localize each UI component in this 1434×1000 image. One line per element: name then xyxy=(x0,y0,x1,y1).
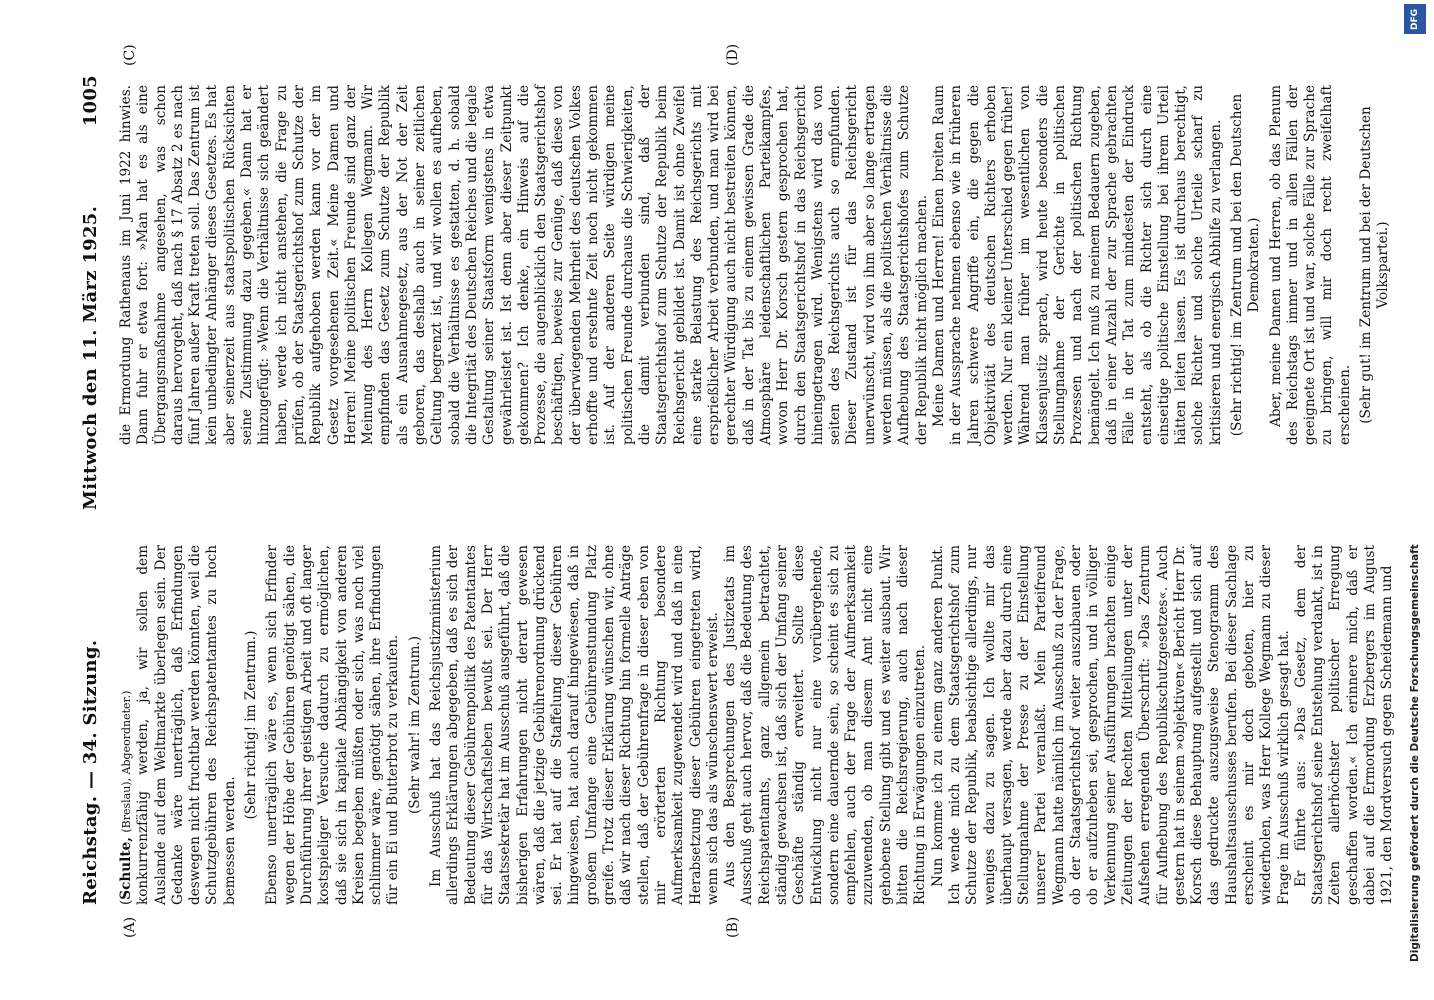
paragraph: Er führte aus: »Das Gesetz, dem der Staatsgerichtshof seine Entstehung verdankt, ist in Zeiten allerhöchster politischer Erregung geschaffen worden.« Ich erinnere mich, daß er dabei auf die Ermordung Erzbergers im August 1921, den Mordversuch gegen Scheidemann und xyxy=(1292,545,1396,905)
paragraph: konkurrenzfähig werden, ja, wir sollen dem Auslande auf dem Weltmarkte überlegen sein. Der Gedanke wäre unerträglich, daß Erfindungen deswegen nicht fruchtbar werden könnten, weil die Schutzgebühren des Reichspatentamtes zu hoch bemessen werden. xyxy=(135,545,238,905)
header-session: Reichstag. — 34. Sitzung. xyxy=(80,639,101,905)
speaker-name: Schulte, xyxy=(118,837,134,900)
digitization-credit xyxy=(1404,0,1426,1000)
interjection: (Sehr wahr! im Zentrum.) xyxy=(406,635,423,815)
paragraph: Aus den Besprechungen des Justizetats im Ausschuß geht auch hervor, daß die Bedeutung des Reichspatentamts, ganz allgemein betrachtet, ständig gewachsen ist, daß sich der Umfang seiner Geschäfte ständig erweitert. Sollte diese Entwicklung nicht nur eine vorübergehende, sondern eine dauernde sein, so scheint es sich zu empfehlen, auch der Frage der Aufmerksamkeit zuzuwenden, ob man diesem Amt nicht eine gehobene Stellung gibt und es weiter ausbaut. Wir bitten die Reichsregierung, auch nach dieser Richtung in Erwägungen einzutreten. xyxy=(722,545,929,905)
paragraph: Aber, meine Damen und Herren, ob das Plenum des Reichstags immer und in allen Fällen der geeignete Ort ist und war, solche Fälle zur Sprache zu bringen, will mir doch recht zweifelhaft erscheinen. xyxy=(1267,85,1353,445)
interjection: (Sehr richtig! im Zentrum und bei den Deutschen Demokraten.) xyxy=(1229,93,1263,437)
interjection: (Sehr gut! im Zentrum und bei der Deutschen Volkspartei.) xyxy=(1358,106,1392,424)
header-date: Mittwoch den 11. März 1925. xyxy=(80,205,101,510)
page-header xyxy=(80,75,110,905)
right-column xyxy=(118,85,1397,445)
left-column xyxy=(118,545,1397,905)
paragraph: Meine Damen und Herren! Einen breiten Raum in der Aussprache nehmen ebenso wie in früheren Jahren schwere Angriffe ein, die gegen die Objektivität des deutschen Richters erhoben werden. Nur ein kleiner Unterschied gegen früher! Während man früher im wesentlichen von Klassenjustiz sprach, wird heute besonders die Stellungnahme der Gerichte in politischen Prozessen und nach der politischen Richtung bemängelt. Ich muß zu meinem Bedauern zugeben, daß in einer Anzahl der zur Sprache gebrachten Fälle in der Tat zum mindesten der Eindruck entsteht, als ob die Richter sich durch eine einseitige politische Einstellung bei ihrem Urteil hätten leiten lassen. Es ist durchaus berechtigt, solche Richter und solche Urteile scharf zu kritisieren und energisch Abhilfe zu verlangen. xyxy=(930,85,1224,445)
margin-letter-a: (A) xyxy=(122,916,138,938)
page-number: 1005 xyxy=(80,75,101,127)
interjection: (Sehr richtig! im Zentrum.) xyxy=(243,630,260,820)
margin-letter-d: (D) xyxy=(725,43,741,66)
margin-letter-c: (C) xyxy=(122,44,138,66)
paragraph: Im Ausschuß hat das Reichsjustizministerium allerdings Erklärungen abgegeben, daß es sich der Bedeutung dieser Gebührenpolitik des Patentamtes für das Wirtschaftsleben bewußt sei. Der Herr Staatssekretär hat im Ausschuß ausgeführt, daß die bisherigen Erfahrungen nicht derart gewesen wären, daß die jetzige Gebührenordnung drückend sei. Er hat auf die Staffelung dieser Gebühren hingewiesen, hat auch darauf hingewiesen, daß in großem Umfange eine Gebührenstundung Platz greife. Trotz dieser Erklärung wünschen wir, ohne daß wir nach dieser Richtung hin formelle Anträge stellen, daß der Gebührenfrage in dieser eben von mir erörterten Richtung besondere Aufmerksamkeit zugewendet wird und daß in eine Herabsetzung dieser Gebühren eingetreten wird, wenn sich das als wünschenswert erweist. xyxy=(428,545,721,905)
paragraph: Ebenso unerträglich wäre es, wenn sich Erfinder wegen der Höhe der Gebühren genötigt sähen, die Durchführung ihrer geistigen Arbeit und oft langer kostspieliger Versuche dadurch zu ermöglichen, daß sie sich in kapitale Abhängigkeit von anderen Kreisen begeben müßten oder sich, was noch viel schlimmer wäre, genötigt sähen, ihre Erfindungen für ein Ei und Butterbrot zu verkaufen. xyxy=(264,545,402,905)
digitization-text: Digitalisierung gefördert durch die Deutsche Forschungsgemeinschaft xyxy=(1409,544,1421,962)
open-paren: ( xyxy=(118,899,134,905)
speaker-line xyxy=(118,545,135,905)
paragraph: die Ermordung Rathenaus im Juni 1922 hinwies. Dann fuhr er etwa fort: »Man hat es als eine Übergangsmaßnahme angesehen, was schon daraus hervorgeht, daß nach § 17 Absatz 2 es nach fünf Jahren außer Kraft treten soll. Das Zentrum ist kein unbedingter Anhänger dieses Gesetzes. Es hat aber seinerzeit aus staatspolitischen Rücksichten seine Zustimmung dazu gegeben.« Dann hat er hinzugefügt: »Wenn die Verhältnisse sich geändert haben, werde ich nicht anstehen, die Frage zu prüfen, ob der Staatsgerichtshof zum Schutze der Republik aufgehoben werden kann vor der im Gesetz vorgesehenen Zeit.« Meine Damen und Herren! Meine politischen Freunde sind ganz der Meinung des Herrn Kollegen Wegmann. Wir empfinden das Gesetz zum Schutze der Republik als ein Ausnahmegesetz, aus der Not der Zeit geboren, das deshalb auch in seiner zeitlichen Geltung begrenzt ist, und wir wollen es aufheben, sobald die Verhältnisse es gestatten, d. h. sobald die Integrität des Deutschen Reiches und die legale Gestaltung seiner Staatsform wenigstens in etwa gewährleistet ist. Ist denn aber dieser Zeitpunkt gekommen? Ich denke, ein Hinweis auf die Prozesse, die augenblicklich den Staatsgerichtshof beschäftigen, beweise zur Genüge, daß diese von der überwiegenden Mehrheit des deutschen Volkes erhoffte und ersehnte Zeit noch nicht gekommen ist. Auf der anderen Seite würdigen meine politischen Freunde durchaus die Schwierigkeiten, die damit verbunden sind, daß der Staatsgerichtshof zum Schutze der Republik beim Reichsgericht gebildet ist. Damit ist ohne Zweifel eine starke Belastung des Reichsgerichts mit ersprießlicher Arbeit verbunden, und man wird bei gerechter Würdigung auch nicht bestreiten können, daß in der Tat bis zu einem gewissen Grade die Atmosphäre leidenschaftlichen Parteikampfes, wovon Herr Dr. Korsch gestern gesprochen hat, durch den Staatsgerichtshof in das Reichsgericht hineingetragen wird. Wenigstens wird das von seiten des Reichsgerichts auch so empfunden. Dieser Zustand ist für das Reichsgericht unerwünscht, wird von ihm aber so lange ertragen werden müssen, als die politischen Verhältnisse die Aufhebung des Staatsgerichtshofes zum Schutze der Republik nicht möglich machen. xyxy=(118,85,930,445)
dfg-logo: DFG xyxy=(1404,4,1426,34)
paragraph: Nun komme ich zu einem ganz anderen Punkt. Ich wende mich zu dem Staatsgerichtshof zum Schutze der Republik, beabsichtige allerdings, nur weniges dazu zu sagen. Ich wollte mir das überhaupt versagen, werde aber dazu durch eine Stellungnahme der Presse zu der Einstellung unserer Partei veranlaßt. Mein Parteifreund Wegmann hatte nämlich im Ausschuß zu der Frage, ob der Staatsgerichtshof weiter auszubauen oder ob er aufzuheben sei, gesprochen, und in völliger Verkennung seiner Ausführungen brachten einige Zeitungen der Rechten Mitteilungen unter der Aufsehen erregenden Überschrift: »Das Zentrum für Aufhebung des Republikschutzgesetzes«. Auch gestern hat in seinem »objektiven« Bericht Herr Dr. Korsch diese Behauptung aufgestellt und sich auf das gedruckte auszugsweise Stenogramm des Haushaltsausschusses berufen. Bei dieser Sachlage erscheint es mir doch geboten, hier zu wiederholen, was Herr Kollege Wegmann zu dieser Frage im Ausschuß wirklich gesagt hat. xyxy=(929,545,1292,905)
margin-letter-b: (B) xyxy=(725,916,741,938)
speaker-note: (Breslau), Abgeordneter.) xyxy=(120,690,133,833)
